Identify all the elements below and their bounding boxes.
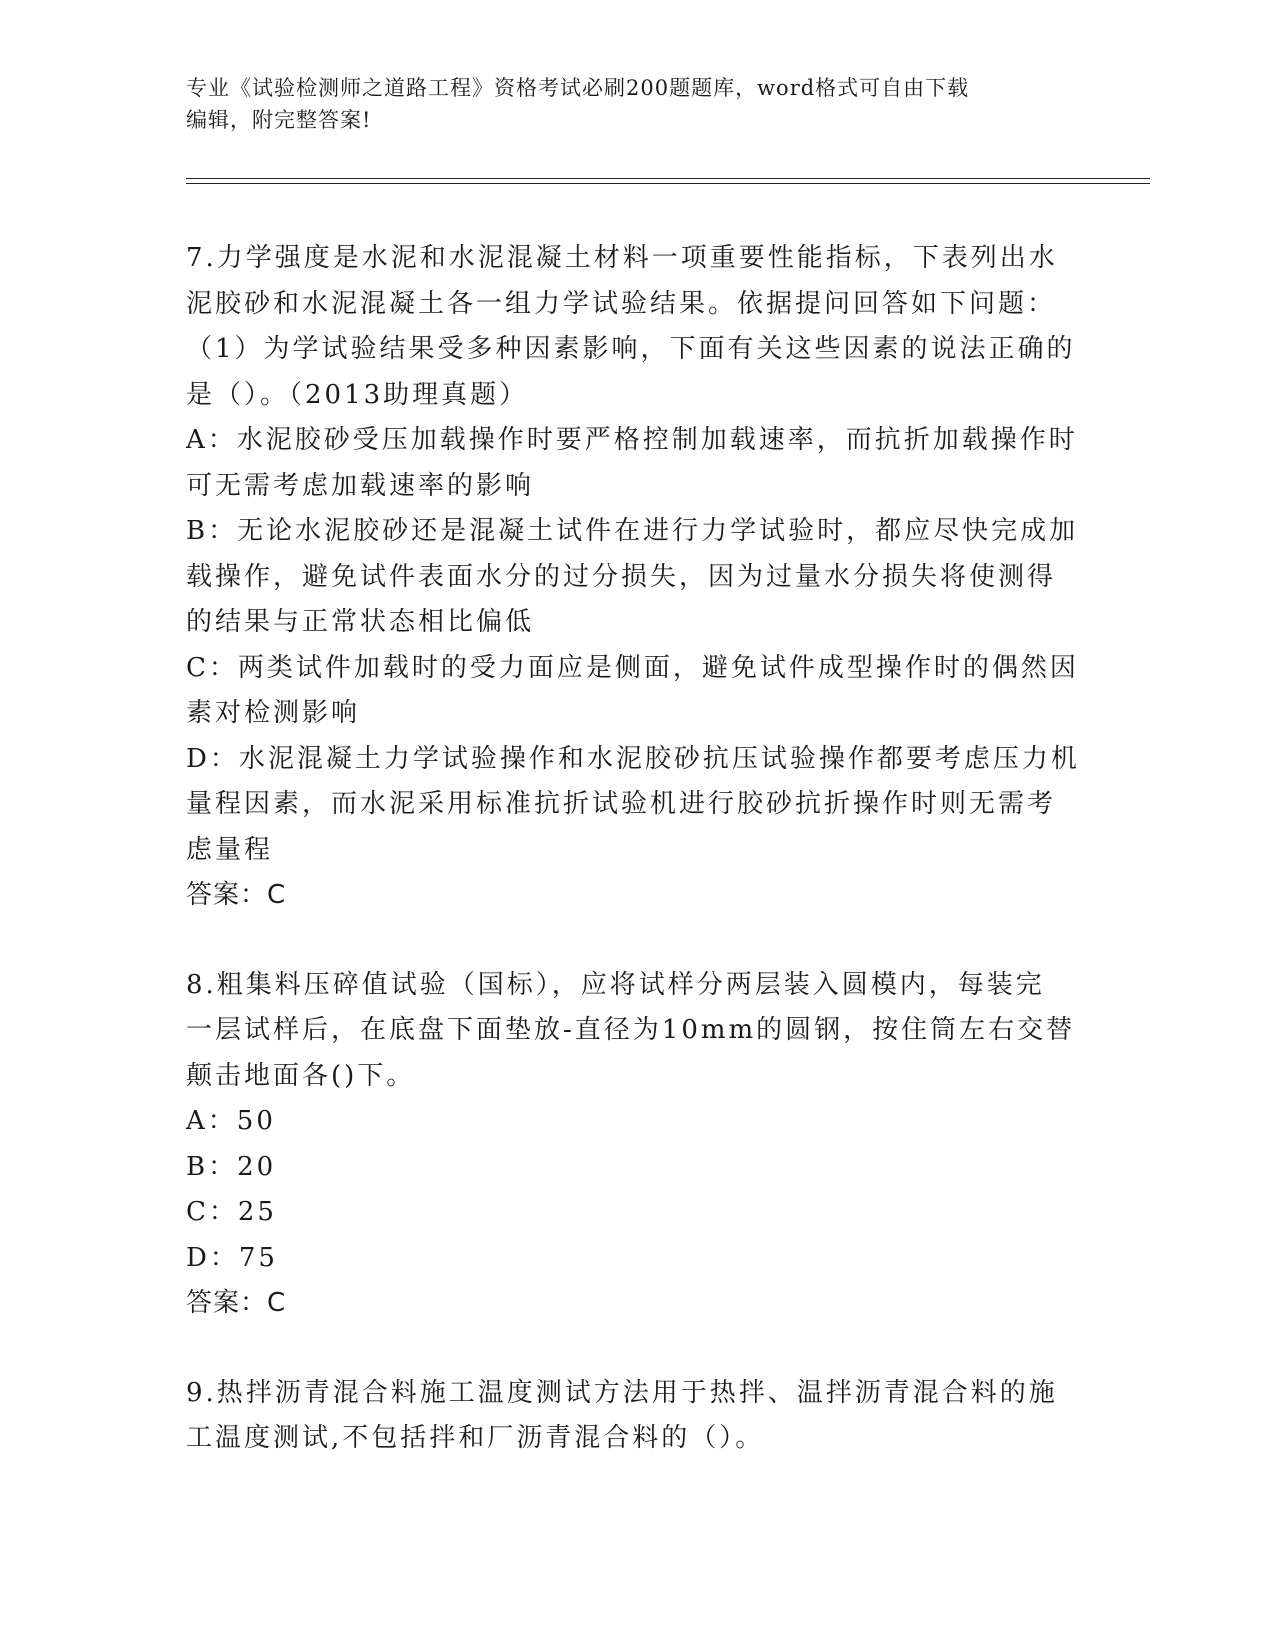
question-8 [186, 963, 1086, 1327]
header-divider [186, 183, 1150, 184]
question-text: 7.力学强度是水泥和水泥混凝土材料一项重要性能指标，下表列出水 [186, 243, 1058, 273]
option-b: 的结果与正常状态相比偏低 [186, 607, 535, 637]
option-b: B：无论水泥胶砂还是混凝土试件在进行力学试验时，都应尽快完成加 [186, 516, 1079, 546]
question-list [186, 236, 1086, 1506]
document-header [186, 72, 1066, 136]
question-text: 一层试样后，在底盘下面垫放-直径为10mm的圆钢，按住筒左右交替 [186, 1015, 1076, 1045]
question-text: 9.热拌沥青混合料施工温度测试方法用于热拌、温拌沥青混合料的施 [186, 1377, 1058, 1408]
question-7 [186, 236, 1086, 919]
option-d: 虑量程 [186, 834, 274, 865]
header-divider [186, 178, 1150, 179]
answer: 答案：C [186, 880, 287, 910]
question-text: 颠击地面各()下。 [186, 1060, 416, 1091]
option-a: A：50 [186, 1106, 276, 1136]
option-b: B：20 [186, 1151, 277, 1182]
question-text: 8.粗集料压碎值试验（国标），应将试样分两层装入圆模内，每装完 [186, 969, 1045, 1000]
question-text: 是（）。（2013助理真题） [186, 379, 529, 410]
option-d: 量程因素，而水泥采用标准抗折试验机进行胶砂抗折操作时则无需考 [186, 789, 1057, 819]
option-c: C：两类试件加载时的受力面应是侧面，避免试件成型操作时的偶然因 [186, 652, 1079, 683]
header-line: 专业《试验检测师之道路工程》资格考试必刷200题题库，word格式可自由下载 [186, 76, 970, 100]
question-text: 工温度测试,不包括拌和厂沥青混合料的（）。 [186, 1423, 765, 1453]
option-d: D：75 [186, 1242, 278, 1273]
header-line: 编辑，附完整答案! [186, 108, 372, 132]
option-c: 素对检测影响 [186, 698, 361, 728]
option-a: 可无需考虑加载速率的影响 [186, 470, 535, 501]
option-a: A：水泥胶砂受压加载操作时要严格控制加载速率，而抗折加载操作时 [186, 425, 1078, 455]
option-b: 载操作，避免试件表面水分的过分损失，因为过量水分损失将使测得 [186, 561, 1057, 592]
answer: 答案：C [186, 1288, 287, 1318]
question-text: 泥胶砂和水泥混凝土各一组力学试验结果。依据提问回答如下问题： [186, 288, 1057, 319]
question-9 [186, 1371, 1086, 1462]
question-text: （1）为学试验结果受多种因素影响，下面有关这些因素的说法正确的 [186, 334, 1076, 364]
option-d: D：水泥混凝土力学试验操作和水泥胶砂抗压试验操作都要考虑压力机 [186, 743, 1080, 774]
option-c: C：25 [186, 1197, 277, 1227]
